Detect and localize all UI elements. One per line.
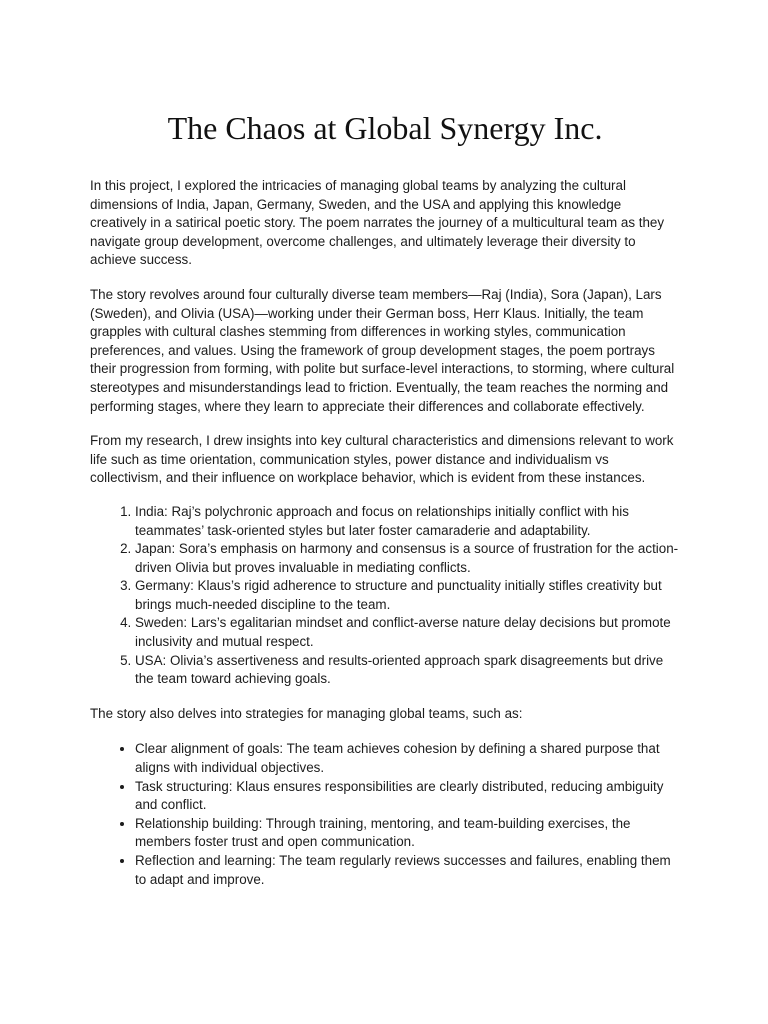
- cultural-instances-list: [90, 503, 680, 689]
- list-item: • Clear alignment of goals: The team achieves cohesion by defining a shared purpose that aligns with individual objectives.: [135, 740, 680, 777]
- strategies-paragraph: The story also delves into strategies for managing global teams, such as:: [90, 705, 523, 721]
- list-item: 5. USA: Olivia’s assertiveness and results-oriented approach spark disagreements but drive the team toward achieving goals.: [135, 652, 680, 689]
- list-item: • Reflection and learning: The team regularly reviews successes and failures, enabling them to adapt and improve.: [135, 852, 680, 889]
- list-item: 4. Sweden: Lars’s egalitarian mindset and conflict-averse nature delay decisions but promote inclusivity and mutual respect.: [135, 614, 680, 651]
- document-page: [90, 0, 680, 889]
- strategies-list: [90, 740, 680, 889]
- list-item: 1. India: Raj’s polychronic approach and focus on relationships initially conflict with his teammates’ task-oriented styles but later foster camaraderie and adaptability.: [135, 503, 680, 540]
- intro-paragraph: In this project, I explored the intricacies of managing global teams by analyzing the cultural dimensions of India, Japan, Germany, Sweden, and the USA and applying this knowledge creatively in a satirical poetic story. The poem narrates the journey of a multicultural team as they navigate group development, overcome challenges, and ultimately leverage their diversity to achieve success.: [90, 178, 665, 268]
- list-item: • Relationship building: Through training, mentoring, and team-building exercises, the members foster trust and open communication.: [135, 815, 680, 852]
- research-paragraph: From my research, I drew insights into key cultural characteristics and dimensions relevant to work life such as time orientation, communication styles, power distance and individualism vs collectivism, and their influence on workplace behavior, which is evident from these instances.: [90, 433, 674, 486]
- list-item: 2. Japan: Sora’s emphasis on harmony and consensus is a source of frustration for the action-driven Olivia but proves invaluable in mediating conflicts.: [135, 540, 680, 577]
- document-title: The Chaos at Global Synergy Inc.: [167, 110, 603, 146]
- list-item: • Task structuring: Klaus ensures responsibilities are clearly distributed, reducing ambiguity and conflict.: [135, 778, 680, 815]
- list-item: 3. Germany: Klaus’s rigid adherence to structure and punctuality initially stifles creativity but brings much-needed discipline to the team.: [135, 577, 680, 614]
- story-paragraph: The story revolves around four culturally diverse team members—Raj (India), Sora (Japan), Lars (Sweden), and Olivia (USA)—working under their German boss, Herr Klaus. Initially, the team grapples with cultural clashes stemming from differences in working styles, communication preferences, and values. Using the framework of group development stages, the poem portrays their progression from forming, with polite but surface-level interactions, to storming, where cultural stereotypes and misunderstandings lead to friction. Eventually, the team reaches the norming and performing stages, where they learn to appreciate their differences and collaborate effectively.: [90, 286, 675, 414]
